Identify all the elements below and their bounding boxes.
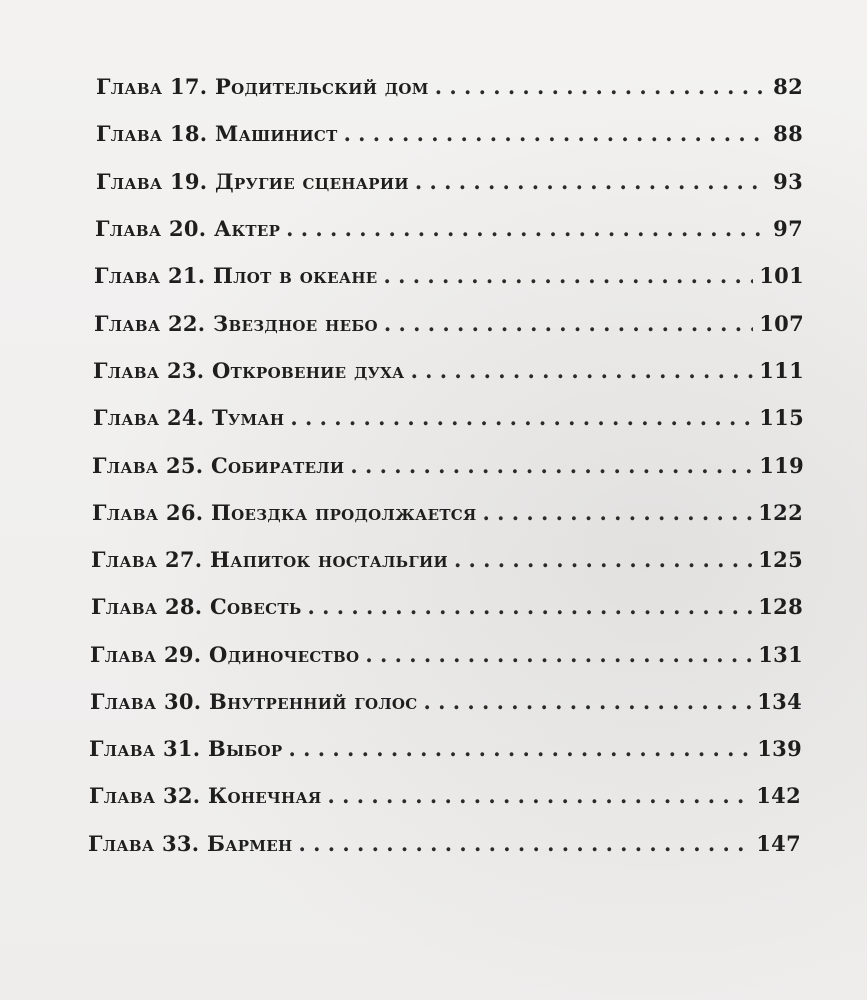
toc-page-number: 125: [758, 547, 803, 572]
toc-leader-dots: [384, 263, 754, 288]
toc-entry-title: Глава 28. Совесть: [91, 594, 302, 619]
toc-entry-title: Глава 21. Плот в океане: [94, 263, 378, 288]
toc-entry: [89, 783, 801, 808]
toc-page-number: 122: [758, 500, 803, 525]
toc-entry: [94, 263, 804, 288]
toc-page-number: 111: [759, 358, 804, 383]
toc-entry: [93, 358, 804, 383]
toc-entry-title: Глава 33. Бармен: [88, 831, 293, 856]
toc-leader-dots: [308, 594, 753, 619]
toc-entry: [92, 500, 803, 525]
toc-entry: [96, 74, 803, 99]
toc-entry-title: Глава 23. Откровение духа: [93, 358, 405, 383]
toc-page-number: 147: [756, 831, 801, 856]
toc-leader-dots: [299, 831, 751, 856]
toc-entry: [89, 736, 802, 761]
toc-entry-title: Глава 19. Другие сценарии: [96, 169, 409, 194]
toc-entry: [91, 547, 803, 572]
toc-entry: [96, 121, 803, 146]
toc-leader-dots: [365, 642, 752, 667]
toc-leader-dots: [424, 689, 752, 714]
toc-entry-title: Глава 30. Внутренний голос: [90, 689, 418, 714]
toc-entry-title: Глава 17. Родительский дом: [96, 74, 429, 99]
toc-page-number: 97: [773, 216, 803, 241]
toc-leader-dots: [435, 74, 767, 99]
toc-page-number: 93: [773, 169, 803, 194]
toc-entry-title: Глава 32. Конечная: [89, 783, 322, 808]
toc-entry: [93, 405, 804, 430]
toc-entry-title: Глава 26. Поездка продолжается: [92, 500, 477, 525]
toc-page-number: 101: [759, 263, 804, 288]
toc-page-number: 119: [759, 453, 804, 478]
toc-leader-dots: [411, 358, 754, 383]
toc-entry-title: Глава 29. Одиночество: [90, 642, 360, 667]
toc-leader-dots: [344, 121, 768, 146]
toc-leader-dots: [483, 500, 753, 525]
toc-entry-title: Глава 27. Напиток ностальгии: [91, 547, 448, 572]
toc-leader-dots: [415, 169, 767, 194]
toc-page-number: 131: [758, 642, 803, 667]
toc-entry: [88, 831, 801, 856]
toc-leader-dots: [350, 453, 753, 478]
toc-leader-dots: [384, 311, 753, 336]
toc-entry-title: Глава 18. Машинист: [96, 121, 338, 146]
toc-entry-title: Глава 20. Актер: [95, 216, 281, 241]
toc-entry: [96, 169, 803, 194]
toc-leader-dots: [286, 216, 767, 241]
toc-entry-title: Глава 24. Туман: [93, 405, 285, 430]
toc-entry: [92, 453, 804, 478]
toc-leader-dots: [290, 405, 753, 430]
toc-page-number: 142: [756, 783, 801, 808]
toc-page-number: 139: [757, 736, 802, 761]
toc-entry: [94, 311, 804, 336]
toc-entry-title: Глава 22. Звездное небо: [94, 311, 378, 336]
toc-entry: [95, 216, 803, 241]
toc-page-number: 82: [773, 74, 803, 99]
toc-entry: [91, 594, 803, 619]
toc-leader-dots: [288, 736, 751, 761]
toc-entry-title: Глава 31. Выбор: [89, 736, 283, 761]
toc-page-number: 88: [773, 121, 803, 146]
toc-page-number: 128: [758, 594, 803, 619]
toc-entry-title: Глава 25. Собиратели: [92, 453, 345, 478]
toc-page-number: 134: [757, 689, 802, 714]
toc-leader-dots: [454, 547, 752, 572]
toc-leader-dots: [328, 783, 751, 808]
toc-entry: [90, 642, 803, 667]
toc-entry: [90, 689, 802, 714]
toc-page-number: 115: [759, 405, 804, 430]
toc-page-number: 107: [759, 311, 804, 336]
